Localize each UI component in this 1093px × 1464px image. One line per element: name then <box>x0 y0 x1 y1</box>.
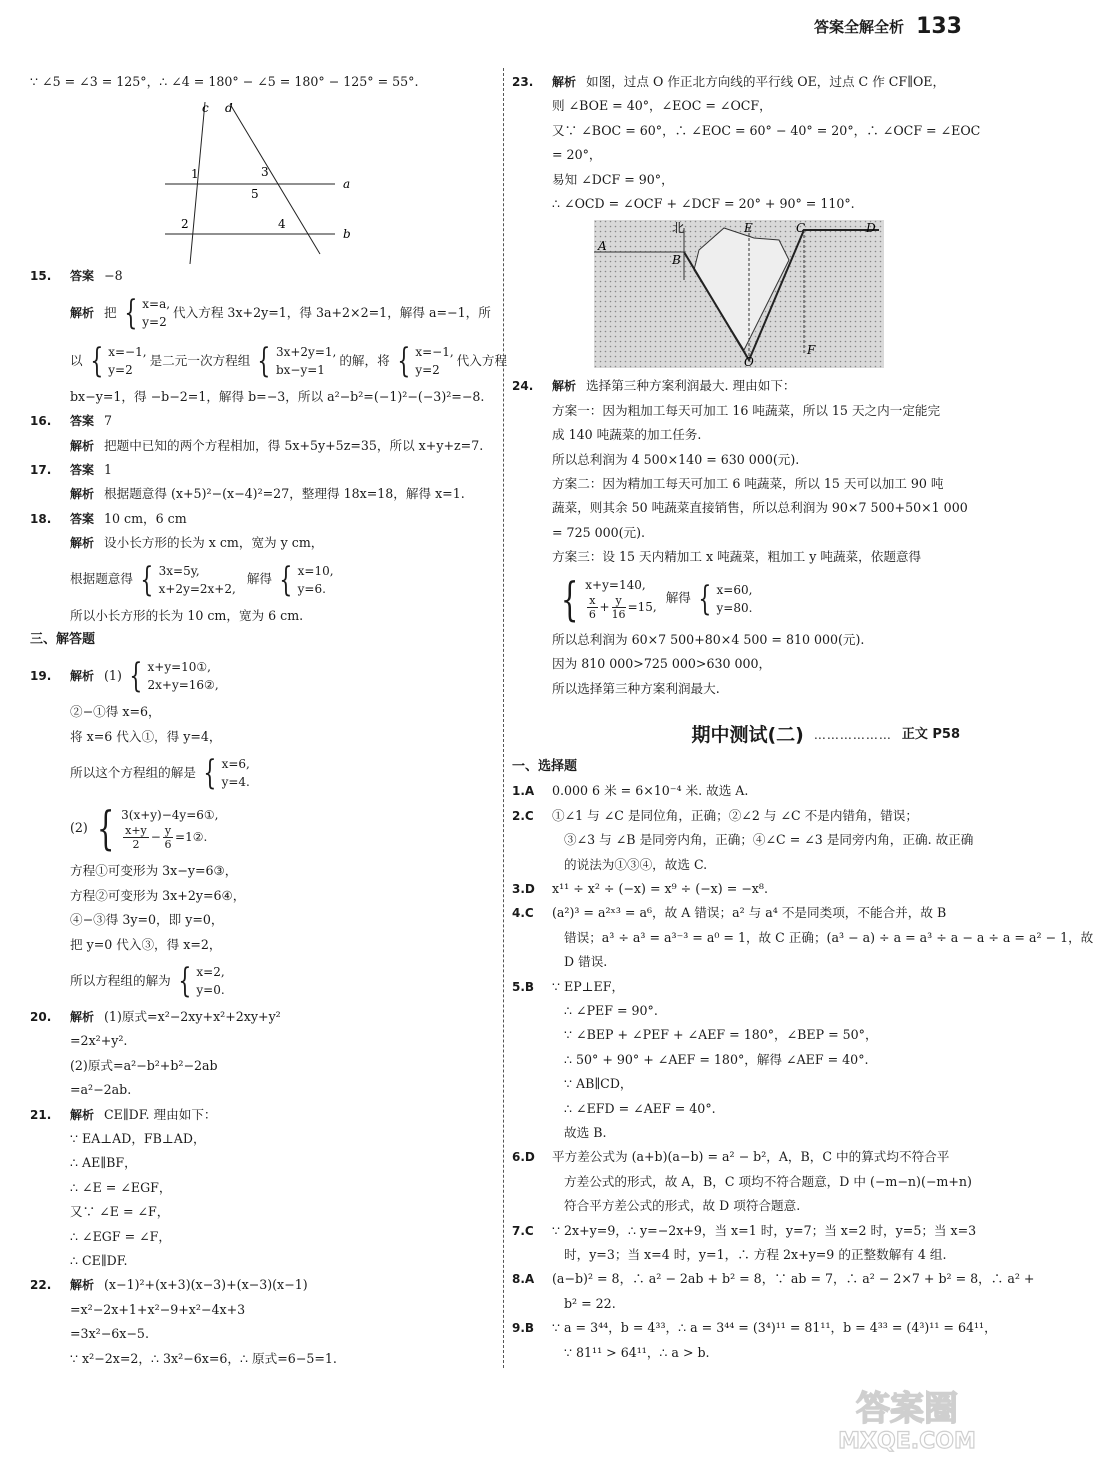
angle-4: 4 <box>278 217 286 232</box>
midterm-title: 期中测试(二) <box>691 723 804 746</box>
watermark-text: 答案圈 <box>856 1389 958 1429</box>
angle-5: 5 <box>251 187 259 202</box>
label-a: a <box>343 177 351 192</box>
analysis-label: 解析 <box>70 305 95 320</box>
text-line: bx−y=1，得 −b−2=1，解得 b=−3，所以 a²−b²=(−1)²−(−3)²=−8. <box>70 388 485 404</box>
angle-3: 3 <box>261 165 269 180</box>
header-title: 答案全解全析 <box>814 17 905 36</box>
label-B: B <box>672 253 681 268</box>
page-number: 133 <box>916 13 962 39</box>
watermark-logo <box>832 1382 982 1456</box>
label-c: c <box>202 101 209 116</box>
label-D: D <box>866 221 876 236</box>
line-c <box>190 102 205 264</box>
left-column: ∵ ∠5 = ∠3 = 125°，∴ ∠4 = 180° − ∠5 = 180° − 125° = 55°. c d a b 1 2 3 4 5 15. 答案 −8 解析 把 { x=a, y=2 代入方程 3x+2y=1，得 3a+2×2=1，解得 a=−1，所 以 { x=−1, y=2 是二元一次方程组 { 3x+2y=1, bx−y=1 的解，将 { x=−1, y=2 代入方程 bx−y=1，得 −b−2=1，解得 b=−3，所以 a²−b²=(−1)²−(−3)²=−8. 16. 答案 7 解析 把题中已知的两个方程相加，得 5x+5y+5z=35，所以 x+y+z=7. 17. 答案 1 解析 根据题意得 (x+5)²−(x−4)²=27，整理得 18x=18，解得 x=1. 18. 答案 10 cm，6 cm 解析 设小长方形的长为 x cm，宽为 y cm， 根据题意得 { 3x=5y, x+2y=2x+2, 解得 { x=10, y=6. 所以小长方形的长为 10 cm，宽为 6 cm. 三、解答题 19. 解析 (1) { x+y=10①, 2x+y=16②, ②−①得 x=6， 将 x=6 代入①，得 y=4， 所以这个方程组的解是 { x=6, y=4. (2) { 3(x+y)−4y=6①, $\frac{x+y}{2}$ − $\frac{y}{6}$ =1②. 方程①可变形为 3x−y=6③， 方程②可变形为 3x+2y=6④， ④−③得 3y=0，即 y=0， 把 y=0 代入③，得 x=2， 所以方程组的解为 { x=2, y=0. 20. 解析 (1)原式=x²−2xy+x²+2xy+y² =2x²+y². (2)原式=a²−b²+b²−2ab =a²−2ab. 21. 解析 CE∥DF. 理由如下： ∵ EA⊥AD，FB⊥AD， ∴ AE∥BF， ∴ ∠E = ∠EGF， 又∵ ∠E = ∠F， ∴ ∠EGF = ∠F， ∴ CE∥DF. 22. 解析 (x−1)²+(x+3)(x−3)+(x−3)(x−1) =x²−2x+1+x²−9+x²−4x+3 =3x²−6x−5. ∵ x²−2x=2，∴ 3x²−6x=6，∴ 原式=6−5=1. <box>30 70 492 1371</box>
angle-1: 1 <box>191 167 199 182</box>
parallel-lines-figure <box>165 94 365 264</box>
line-d <box>230 104 320 254</box>
watermark-url: MXQE.COM <box>838 1429 976 1454</box>
section-heading: 一、选择题 <box>512 758 578 774</box>
right-column: 23. 解析 如图，过点 O 作正北方向线的平行线 OE，过点 C 作 CF∥OE， 则 ∠BOE = 40°，∠EOC = ∠OCF， 又∵ ∠BOC = 60°，∴ ∠EOC = 60° − 40° = 20°，∴ ∠OCF = ∠EOC = 20°， 易知 ∠DCF = 90°， ∴ ∠OCD = ∠OCF + ∠DCF = 20° + 90° = 110°. 北 A B E C D O F 24. 解析 选择第三种方案利润最大. 理由如下： 方案一：因为粗加工每天可加工 16 吨蔬菜，所以 15 天之内一定能完 成 140 吨蔬菜的加工任务. 所以总利润为 4 500×140 = 630 000(元). 方案二：因为精加工每天可加工 6 吨蔬菜，所以 15 天可以加工 90 吨 蔬菜，则其余 50 吨蔬菜直接销售，所以总利润为 90×7 500+50×1 000 = 725 000(元). 方案三：设 15 天内精加工 x 吨蔬菜，粗加工 y 吨蔬菜，依题意得 { x+y=140, $\frac{x}{6}$ + $\frac{y}{16}$ =15, 解得 { x=60, y=80. 所以总利润为 60×7 500+80×4 500 = 810 000(元). 因为 810 000>725 000>630 000， 所以选择第三种方案利润最大. 期中测试(二) ……………… 正文 P58 一、选择题 1.A 0.000 6 米 = 6×10⁻⁴ 米. 故选 A. 2.C ①∠1 与 ∠C 是同位角，正确；②∠2 与 ∠C 不是内错角，错误； ③∠3 与 ∠B 是同旁内角，正确；④∠C = ∠3 是同旁内角，正确. 故正确 的说法为①③④，故选 C. 3.D x¹¹ ÷ x² ÷ (−x) = x⁹ ÷ (−x) = −x⁸. 4.C (a²)³ = a²ˣ³ = a⁶，故 A 错误；a² 与 a⁴ 不是同类项，不能合并，故 B 错误；a³ ÷ a³ = a³⁻³ = a⁰ = 1，故 C 正确；(a³ − a) ÷ a = a³ ÷ a − a ÷ a = a² − 1，故 D 错误. 5.B ∵ EP⊥EF， ∴ ∠PEF = 90°. ∵ ∠BEP + ∠PEF + ∠AEF = 180°，∠BEP = 50°， ∴ 50° + 90° + ∠AEF = 180°，解得 ∠AEF = 40°. ∵ AB∥CD， ∴ ∠EFD = ∠AEF = 40°. 故选 B. 6.D 平方差公式为 (a+b)(a−b) = a² − b²，A，B，C 中的算式均不符合平 方差公式的形式，故 A，B，C 项均不符合题意，D 中 (−m−n)(−m+n) 符合平方差公式的形式，故 D 项符合题意. 7.C ∵ 2x+y=9，∴ y=−2x+9，当 x=1 时，y=7；当 x=2 时，y=5；当 x=3 时，y=3；当 x=4 时，y=1，∴ 方程 2x+y=9 的正整数解有 4 组. 8.A (a−b)² = 8，∴ a² − 2ab + b² = 8，∵ ab = 7，∴ a² − 2×7 + b² = 8，∴ a² + b² = 22. 9.B ∵ a = 3⁴⁴，b = 4³³，∴ a = 3⁴⁴ = (3⁴)¹¹ = 81¹¹，b = 4³³ = (4³)¹¹ = 64¹¹， ∵ 81¹¹ > 64¹¹，∴ a > b. <box>512 74 1093 1360</box>
label-E: E <box>744 221 753 236</box>
section-heading: 三、解答题 <box>30 632 96 648</box>
midterm-heading: 期中测试(二) ……………… 正文 P58 <box>691 723 960 746</box>
angle-2: 2 <box>181 217 189 232</box>
page-reference: 正文 P58 <box>901 726 960 742</box>
label-O: O <box>744 355 754 370</box>
answer-label: 答案 <box>70 269 95 284</box>
label-d: d <box>225 101 233 116</box>
bearing-map-figure <box>594 220 884 368</box>
label-b: b <box>343 227 351 242</box>
page-header <box>814 6 962 46</box>
column-divider <box>503 68 504 1368</box>
text-line: 以 { x=−1, y=2 是二元一次方程组 { 3x+2y=1, bx−y=1 的解，将 { x=−1, y=2 代入方程 <box>70 340 508 381</box>
text-line: 解析 把 { x=a, y=2 代入方程 3x+2y=1，得 3a+2×2=1，解得 a=−1，所 <box>70 292 491 333</box>
label-north: 北 <box>672 221 685 236</box>
label-F: F <box>807 343 816 358</box>
label-C: C <box>796 221 806 236</box>
question-number: 15. <box>30 269 52 284</box>
answer-value: −8 <box>104 268 123 284</box>
text-line: ∵ ∠5 = ∠3 = 125°，∴ ∠4 = 180° − ∠5 = 180° − 125° = 55°. <box>30 74 419 89</box>
label-A: A <box>598 239 607 254</box>
